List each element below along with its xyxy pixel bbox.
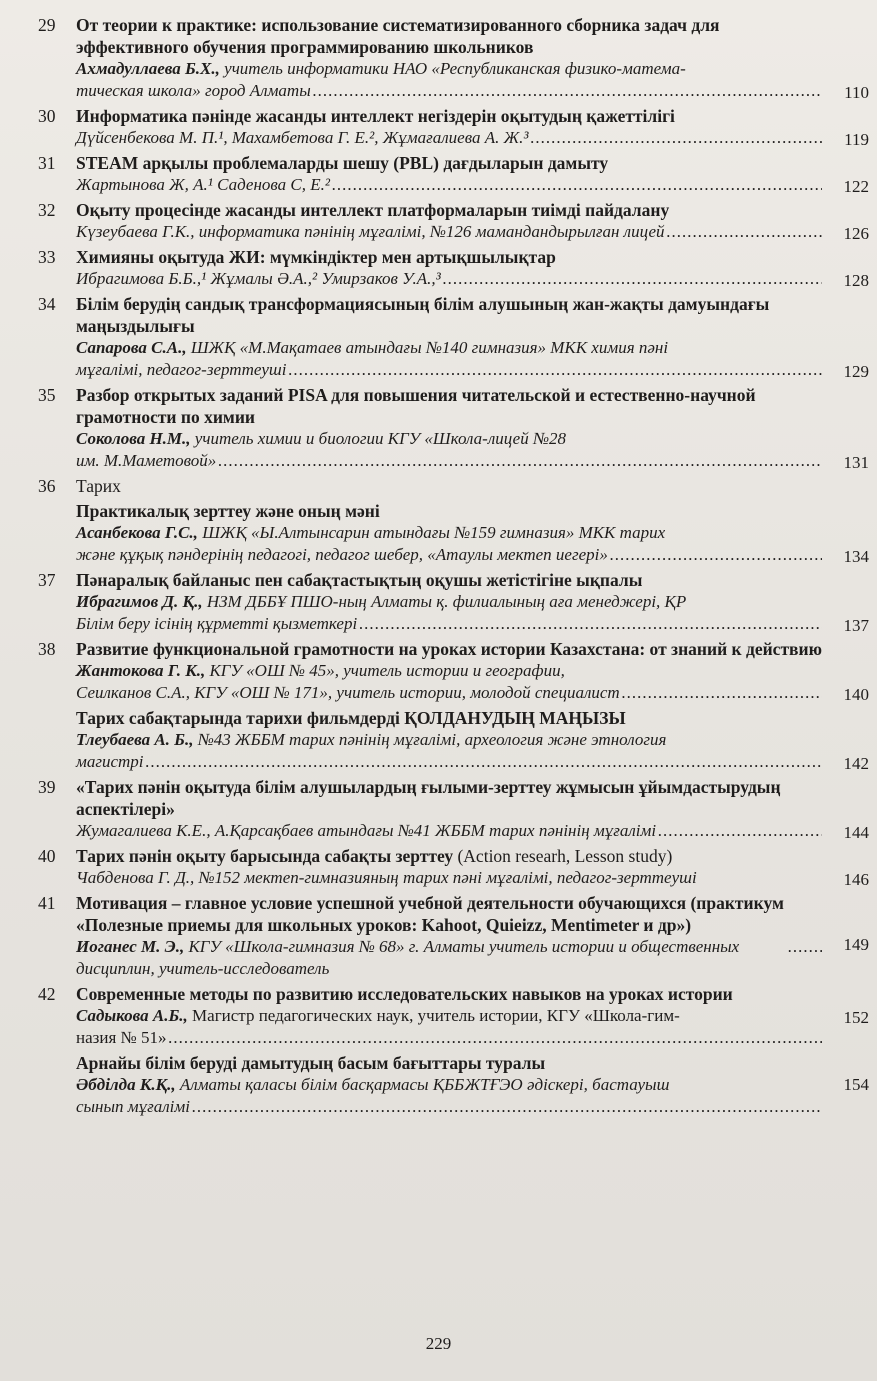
author-desc: №43 ЖББМ тарих пәнінің мұғалімі, археология және этнология bbox=[193, 730, 667, 749]
table-of-contents bbox=[0, 14, 877, 1121]
dot-leader bbox=[169, 1027, 823, 1049]
entry-author bbox=[76, 1005, 822, 1027]
author-name: Иоганес М. Э., bbox=[76, 937, 185, 956]
entry-page: 134 bbox=[843, 547, 869, 566]
toc-entry bbox=[0, 776, 877, 842]
entry-number: 30 bbox=[38, 106, 56, 126]
leader-text: мұғалімі, педагог-зерттеуші bbox=[76, 360, 287, 379]
leader-text: тическая школа» город Алматы bbox=[76, 81, 311, 100]
author-name: Соколова Н.М., bbox=[76, 429, 191, 448]
entry-page: 110 bbox=[844, 83, 869, 102]
entry-page: 128 bbox=[843, 271, 869, 290]
toc-entry bbox=[0, 105, 877, 149]
entry-title: Современные методы по развитию исследовательских навыков на уроках истории bbox=[76, 984, 733, 1004]
leader-text: және құқық пәндерінің педагогі, педагог шебер, «Атаулы мектеп иегері» bbox=[76, 545, 608, 564]
toc-entry bbox=[0, 845, 877, 889]
dot-leader bbox=[289, 359, 823, 381]
entry-title bbox=[76, 845, 822, 867]
entry-page: 126 bbox=[843, 224, 869, 243]
author-desc: Магистр педагогических наук, учитель истории, КГУ «Школа-гим- bbox=[187, 1006, 680, 1025]
dot-leader bbox=[359, 613, 822, 635]
entry-page: 137 bbox=[843, 616, 869, 635]
entry-leader bbox=[76, 1027, 822, 1049]
entry-author bbox=[76, 522, 822, 544]
entry-title: Развитие функциональной грамотности на уроках истории Казахстана: от знаний к действию bbox=[76, 639, 822, 659]
toc-entry bbox=[0, 638, 877, 704]
toc-entry bbox=[0, 14, 877, 102]
entry-leader bbox=[76, 867, 822, 889]
leader-text: Сеилканов С.А., КГУ «ОШ № 171», учитель истории, молодой специалист bbox=[76, 683, 620, 702]
entry-title: От теории к практике: использование систематизированного сборника задач для эффективного обучения программированию школьников bbox=[76, 15, 720, 57]
entry-author bbox=[76, 591, 822, 613]
entry-page: 129 bbox=[843, 362, 869, 381]
entry-author bbox=[76, 936, 822, 980]
leader-text: Жумагалиева К.Е., А.Қарсақбаев атындағы №41 ЖББМ тарих пәнінің мұғалімі bbox=[76, 821, 657, 840]
entry-author bbox=[76, 660, 822, 682]
entry-number: 33 bbox=[38, 247, 56, 267]
dot-leader bbox=[622, 682, 822, 704]
author-desc: КГУ «ОШ № 45», учитель истории и географии, bbox=[205, 661, 565, 680]
author-desc: КГУ «Школа-гимназия № 68» г. Алматы учитель истории и общественных дисциплин, учитель-исследователь bbox=[76, 937, 740, 978]
entry-author bbox=[76, 58, 822, 80]
leader-text: магистрі bbox=[76, 752, 144, 771]
entry-leader bbox=[76, 613, 822, 635]
leader-text: им. М.Маметовой» bbox=[76, 451, 217, 470]
entry-page: 140 bbox=[843, 685, 869, 704]
entry-page: 122 bbox=[843, 177, 869, 196]
toc-entry bbox=[0, 152, 877, 196]
entry-leader bbox=[76, 544, 822, 566]
toc-entry bbox=[0, 707, 877, 773]
entry-number: 32 bbox=[38, 200, 56, 220]
entry-title: Тарих bbox=[76, 476, 121, 496]
entry-page: 144 bbox=[843, 823, 869, 842]
entry-title: Практикалық зерттеу және оның мәні bbox=[76, 501, 380, 521]
entry-page: 154 bbox=[843, 1075, 869, 1094]
dot-leader bbox=[667, 221, 822, 243]
entry-number: 40 bbox=[38, 846, 56, 866]
toc-entry bbox=[0, 293, 877, 381]
entry-title: Мотивация – главное условие успешной учебной деятельности обучающихся (практикум «Полезные приемы для школьных уроков: Kahoot, Quieizz, Mentimeter и др») bbox=[76, 893, 784, 935]
author-name: Жантокова Г. К., bbox=[76, 661, 206, 680]
entry-title: Разбор открытых заданий PISA для повышения читательской и естественно-научной грамотности по химии bbox=[76, 385, 756, 427]
dot-leader bbox=[658, 820, 822, 842]
entry-number: 37 bbox=[38, 570, 56, 590]
toc-entry bbox=[0, 500, 877, 566]
entry-number: 42 bbox=[38, 984, 56, 1004]
dot-leader bbox=[610, 544, 822, 566]
dot-leader bbox=[531, 127, 822, 149]
dot-leader bbox=[443, 268, 822, 290]
author-desc: ШЖҚ «Ы.Алтынсарин атындағы №159 гимназия» МКК тарих bbox=[197, 523, 666, 542]
entry-leader bbox=[76, 751, 822, 773]
entry-author bbox=[76, 729, 822, 751]
entry-title: STEAM арқылы проблемаларды шешу (PBL) дағдыларын дамыту bbox=[76, 153, 609, 173]
toc-entry bbox=[0, 983, 877, 1049]
entry-page: 119 bbox=[844, 130, 869, 149]
leader-text: Білім беру ісінің құрметті қызметкері bbox=[76, 614, 358, 633]
leader-text bbox=[76, 936, 786, 980]
entry-number: 36 bbox=[38, 476, 56, 496]
leader-text: Күзеубаева Г.К., информатика пәнінің мұғалімі, №126 мамандандырылған лицей bbox=[76, 222, 665, 241]
entry-leader bbox=[76, 80, 822, 102]
dot-leader bbox=[218, 450, 822, 472]
author-name: Сапарова С.А., bbox=[76, 338, 187, 357]
entry-page: 131 bbox=[843, 453, 869, 472]
entry-leader bbox=[76, 450, 822, 472]
author-name: Асанбекова Г.С., bbox=[76, 523, 198, 542]
entry-title-extra: (Action researh, Lesson study) bbox=[453, 846, 673, 866]
leader-text: Чабденова Г. Д., №152 мектеп-гимназияның тарих пәні мұғалімі, педагог-зерттеуші bbox=[76, 868, 697, 887]
entry-page: 149 bbox=[843, 935, 869, 954]
author-name: Ахмадуллаева Б.Х., bbox=[76, 59, 220, 78]
leader-text: назия № 51» bbox=[76, 1028, 167, 1047]
entry-author bbox=[76, 428, 822, 450]
toc-entry bbox=[0, 1052, 877, 1118]
entry-author bbox=[76, 1074, 822, 1096]
toc-entry bbox=[0, 569, 877, 635]
dot-leader bbox=[146, 751, 822, 773]
entry-number: 41 bbox=[38, 893, 56, 913]
toc-entry bbox=[0, 892, 877, 980]
entry-number: 34 bbox=[38, 294, 56, 314]
leader-text: сынып мұғалімі bbox=[76, 1097, 190, 1116]
dot-leader bbox=[788, 936, 822, 958]
entry-title: Информатика пәнінде жасанды интеллект негіздерін оқытудың қажеттілігі bbox=[76, 106, 675, 126]
entry-title: Арнайы білім беруді дамытудың басым бағыттары туралы bbox=[76, 1053, 546, 1073]
entry-leader bbox=[76, 1096, 822, 1118]
author-name: Әбділда К.Қ., bbox=[76, 1075, 176, 1094]
author-name: Тлеубаева А. Б., bbox=[76, 730, 194, 749]
entry-title: Пәнаралық байланыс пен сабақтастықтың оқушы жетістігіне ықпалы bbox=[76, 570, 643, 590]
author-desc: учитель информатики НАО «Республиканская физико-матема- bbox=[219, 59, 686, 78]
toc-entry bbox=[0, 199, 877, 243]
leader-text: Дүйсенбекова М. П.¹, Махамбетова Г. Е.², Жұмағалиева А. Ж.³ bbox=[76, 128, 529, 147]
dot-leader bbox=[332, 174, 822, 196]
entry-title: Білім берудің сандық трансформациясының білім алушының жан-жақты дамуындағы маңыздылығы bbox=[76, 294, 770, 336]
entry-leader bbox=[76, 682, 822, 704]
entry-page: 146 bbox=[843, 870, 869, 889]
dot-leader bbox=[313, 80, 822, 102]
entry-leader bbox=[76, 359, 822, 381]
author-name: Ибрагимов Д. Қ., bbox=[76, 592, 203, 611]
entry-number: 29 bbox=[38, 15, 56, 35]
entry-title-text: Тарих пәнін оқыту барысында сабақты зерттеу bbox=[76, 846, 454, 866]
entry-number: 35 bbox=[38, 385, 56, 405]
leader-text: Жартынова Ж, А.¹ Саденова С, Е.² bbox=[76, 175, 330, 194]
entry-leader bbox=[76, 127, 822, 149]
author-desc: НЗМ ДББҰ ПШО-ның Алматы қ. филиалының аға менеджері, ҚР bbox=[202, 592, 687, 611]
entry-number: 38 bbox=[38, 639, 56, 659]
entry-leader bbox=[76, 268, 822, 290]
toc-entry bbox=[0, 246, 877, 290]
dot-leader bbox=[192, 1096, 822, 1118]
entry-number: 31 bbox=[38, 153, 56, 173]
entry-title: Тарих сабақтарында тарихи фильмдерді ҚОЛДАНУДЫҢ МАҢЫЗЫ bbox=[76, 708, 626, 728]
entry-leader bbox=[76, 820, 822, 842]
author-name: Садыкова А.Б., bbox=[76, 1006, 188, 1025]
toc-entry bbox=[0, 475, 877, 497]
entry-author bbox=[76, 337, 822, 359]
author-desc: ШЖҚ «М.Мақатаев атындағы №140 гимназия» МКК химия пәні bbox=[186, 338, 669, 357]
entry-page: 142 bbox=[843, 754, 869, 773]
page-number: 229 bbox=[425, 1334, 452, 1353]
toc-entry bbox=[0, 384, 877, 472]
leader-text: Ибрагимова Б.Б.,¹ Жұмалы Ә.А.,² Умирзаков У.А.,³ bbox=[76, 269, 441, 288]
author-desc: Алматы қаласы білім басқармасы ҚББЖТҒЭО әдіскері, бастауыш bbox=[175, 1075, 670, 1094]
entry-title: Химияны оқытуда ЖИ: мүмкіндіктер мен артықшылықтар bbox=[76, 247, 556, 267]
entry-page: 152 bbox=[843, 1008, 869, 1027]
entry-title: Оқыту процесінде жасанды интеллект платформаларын тиімді пайдалану bbox=[76, 200, 670, 220]
author-desc: учитель химии и биологии КГУ «Школа-лицей №28 bbox=[190, 429, 566, 448]
entry-number: 39 bbox=[38, 777, 56, 797]
entry-leader bbox=[76, 174, 822, 196]
entry-title: «Тарих пәнін оқытуда білім алушылардың ғылыми-зерттеу жұмысын ұйымдастырудың аспектілері» bbox=[76, 777, 781, 819]
entry-leader bbox=[76, 221, 822, 243]
